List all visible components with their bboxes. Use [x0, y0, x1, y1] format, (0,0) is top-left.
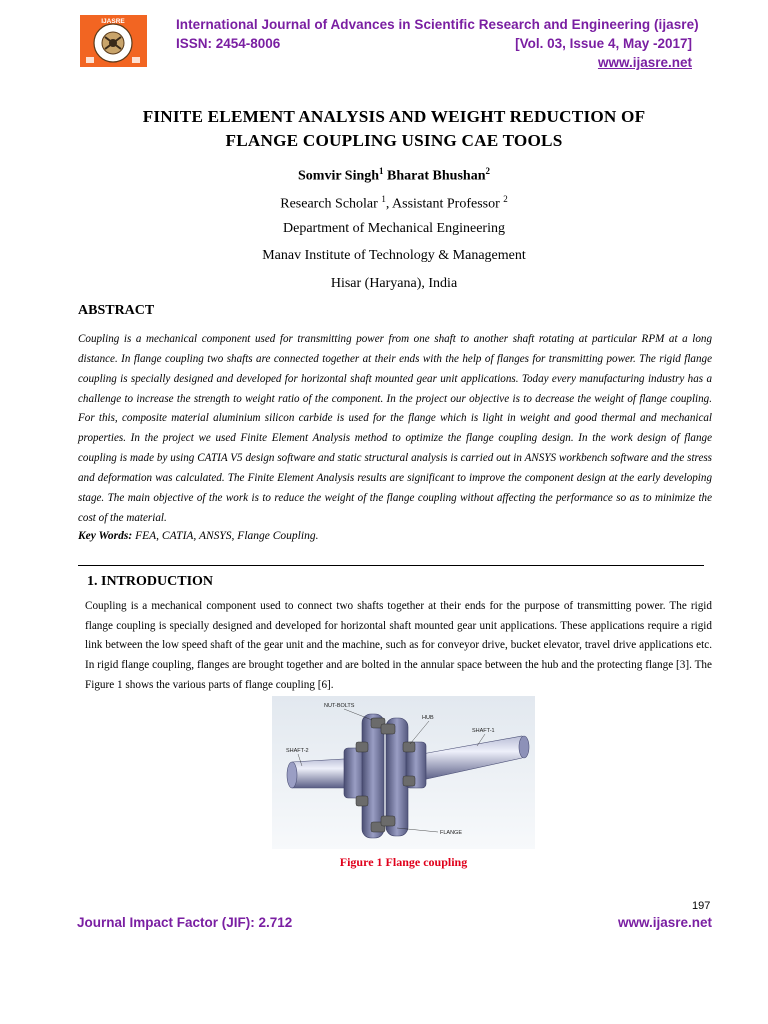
role-1-sup: 1	[381, 194, 386, 204]
logo-text: IJASRE	[101, 18, 125, 25]
author-2-sup: 2	[485, 166, 490, 176]
author-1-sup: 1	[379, 166, 384, 176]
role-2: , Assistant Professor	[385, 196, 504, 212]
institute: Manav Institute of Technology & Management	[262, 248, 526, 263]
label-flange: FLANGE	[440, 830, 463, 836]
author-2: Bharat Bhushan	[387, 168, 486, 184]
role-2-sup: 2	[503, 194, 508, 204]
introduction-heading: 1. INTRODUCTION	[87, 574, 214, 589]
author-1: Somvir Singh	[298, 168, 380, 184]
section-divider	[78, 565, 704, 566]
abstract-heading: ABSTRACT	[78, 303, 155, 318]
issn: ISSN: 2454-8006	[176, 36, 281, 51]
journal-name: International Journal of Advances in Scientific Research and Engineering (ijasre)	[176, 17, 699, 32]
keywords-list: FEA, CATIA, ANSYS, Flange Coupling.	[132, 530, 319, 542]
role-1: Research Scholar	[280, 196, 382, 212]
location: Hisar (Haryana), India	[330, 276, 458, 291]
keywords-label: Key Words:	[78, 530, 133, 542]
volume-info: [Vol. 03, Issue 4, May -2017]	[515, 36, 692, 51]
department: Department of Mechanical Engineering	[283, 221, 505, 236]
label-nut-bolts: NUT-BOLTS	[324, 703, 355, 709]
authors	[0, 166, 768, 185]
introduction-text: Coupling is a mechanical component used to connect two shafts together at their ends for the purpose of transmitting power. The rigid flange coupling is specially designed and developed for horizontal shaft mounted gear unit applications. These applications require a rigid link between the low speed shaft of the gear unit and the machine, such as for conveyor drive, bucket elevator, travel drive applications etc. In rigid flange coupling, flanges are brought together and are bolted in the annular space between the hub and the protecting flange [3]. The Figure 1 shows the various parts of flange coupling [6].	[85, 600, 712, 691]
paper-title-line-1: FINITE ELEMENT ANALYSIS AND WEIGHT REDUCTION OF	[142, 107, 646, 126]
abstract-text: Coupling is a mechanical component used for transmitting power from one shaft to another shaft rotating at particular RPM at a long distance. In flange coupling two shafts are connected together at their ends with the help of flanges for transmitting power. The rigid flange coupling is specially designed and developed for horizontal shaft mounted gear unit applications. Today every manufacturing industry has a challenge to increase the strength to weight ratio of the component. In the project our objective is to decrease the weight of flange coupling. For this, composite material aluminium silicon carbide is used for the flange which is light in weight and good thermal and mechanical properties. In the project we used Finite Element Analysis method to optimize the flange coupling design. In the work design of flange coupling is made by using CATIA V5 design software and static structural analysis is carried out in ANSYS workbench software and the stress and deformation was calculated. The Finite Element Analysis results are significant to improve the component design at the early developing stage. The main objective of the work is to reduce the weight of the flange coupling without affecting the performance so as to minimize the cost of the material.	[78, 333, 712, 524]
flange-coupling-figure	[272, 696, 535, 849]
journal-logo	[80, 15, 147, 67]
footer-url[interactable]: www.ijasre.net	[617, 915, 712, 930]
author-roles	[0, 194, 768, 213]
label-shaft-2: SHAFT-2	[286, 748, 309, 754]
label-shaft-1: SHAFT-1	[472, 728, 495, 734]
paper-title-line-2: FLANGE COUPLING USING CAE TOOLS	[225, 131, 563, 150]
figure-caption: Figure 1 Flange coupling	[339, 855, 468, 869]
page-number: 197	[692, 900, 711, 912]
label-hub: HUB	[422, 715, 434, 721]
keywords	[78, 530, 318, 542]
journal-url[interactable]: www.ijasre.net	[597, 55, 692, 70]
impact-factor: Journal Impact Factor (JIF): 2.712	[77, 915, 293, 930]
